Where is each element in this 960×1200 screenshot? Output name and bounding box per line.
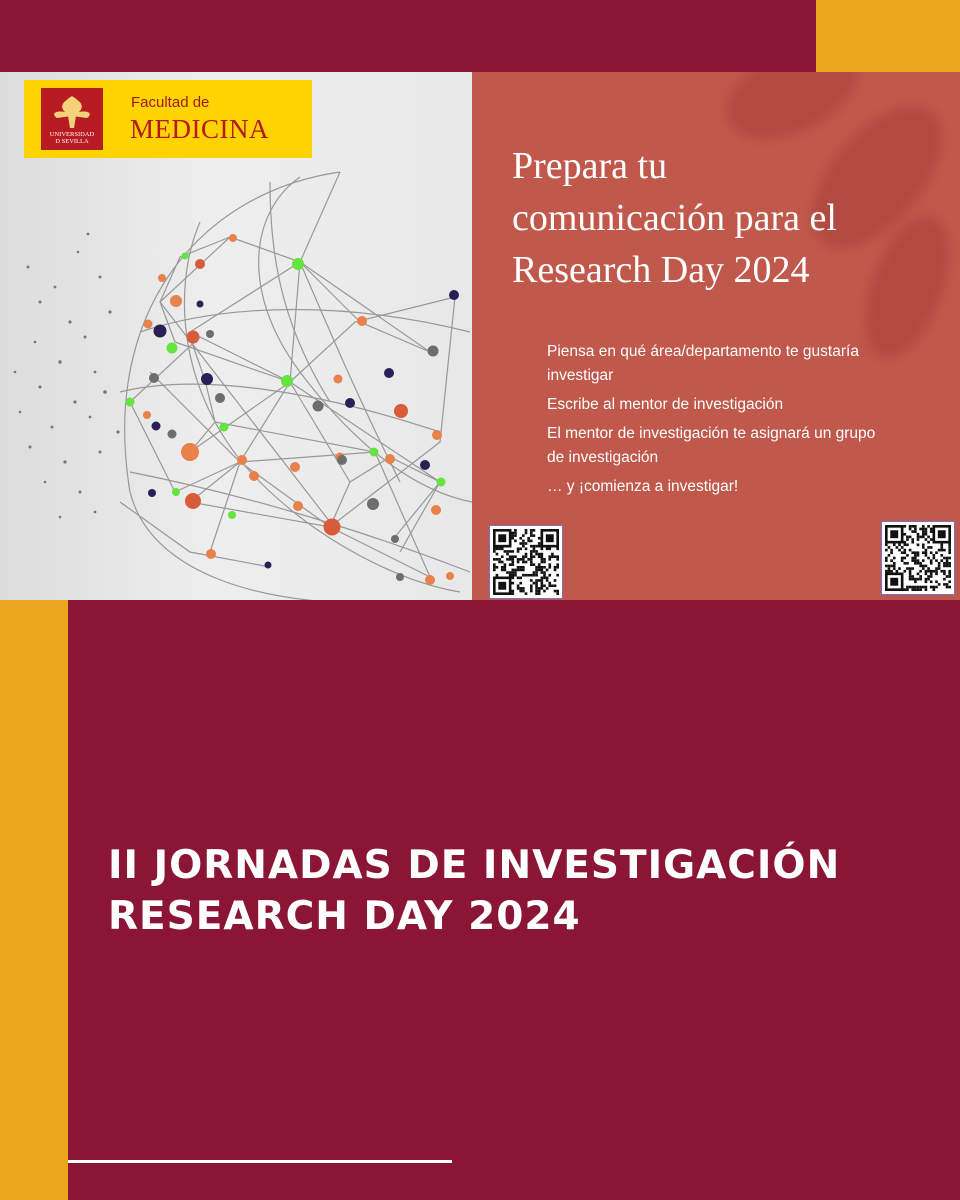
banner-image: [0, 72, 960, 600]
step-item: Escribe al mentor de investigación: [547, 396, 784, 413]
gold-accent-left: [0, 600, 68, 1200]
divider-line: [68, 1160, 452, 1163]
crest-text-line-1: UNIVERSIDAD: [49, 131, 95, 138]
headline-line-1: Prepara tu: [512, 145, 668, 187]
banner-headline: [512, 140, 932, 296]
qr-code-left[interactable]: [489, 525, 563, 599]
crest-text: [41, 131, 103, 145]
step-item: Piensa en qué área/departamento te gustaría investigar: [547, 343, 859, 384]
crest-text-line-2: D SEVILLA: [55, 138, 89, 145]
step-item: El mentor de investigación te asignará un grupo de investigación: [547, 425, 876, 466]
qr-code-right[interactable]: [881, 521, 955, 595]
event-title-line-1: II JORNADAS DE INVESTIGACIÓN: [108, 843, 841, 888]
event-title-line-2: RESEARCH DAY 2024: [108, 894, 581, 939]
network-illustration-panel: [0, 72, 472, 600]
qr-code-icon: [493, 529, 559, 595]
gold-accent-top: [816, 0, 960, 72]
headline-line-3: Research Day 2024: [512, 249, 810, 291]
faculty-logo: [24, 80, 312, 158]
steps-list: [547, 340, 887, 504]
faculty-label: Facultad de: [131, 94, 210, 111]
faculty-name: MEDICINA: [130, 114, 269, 144]
event-title: [108, 840, 928, 942]
university-crest: [41, 88, 103, 150]
info-panel: [472, 72, 960, 600]
qr-code-icon: [885, 525, 951, 591]
headline-line-2: comunicación para el: [512, 197, 837, 239]
step-item: … y ¡comienza a investigar!: [547, 478, 739, 495]
